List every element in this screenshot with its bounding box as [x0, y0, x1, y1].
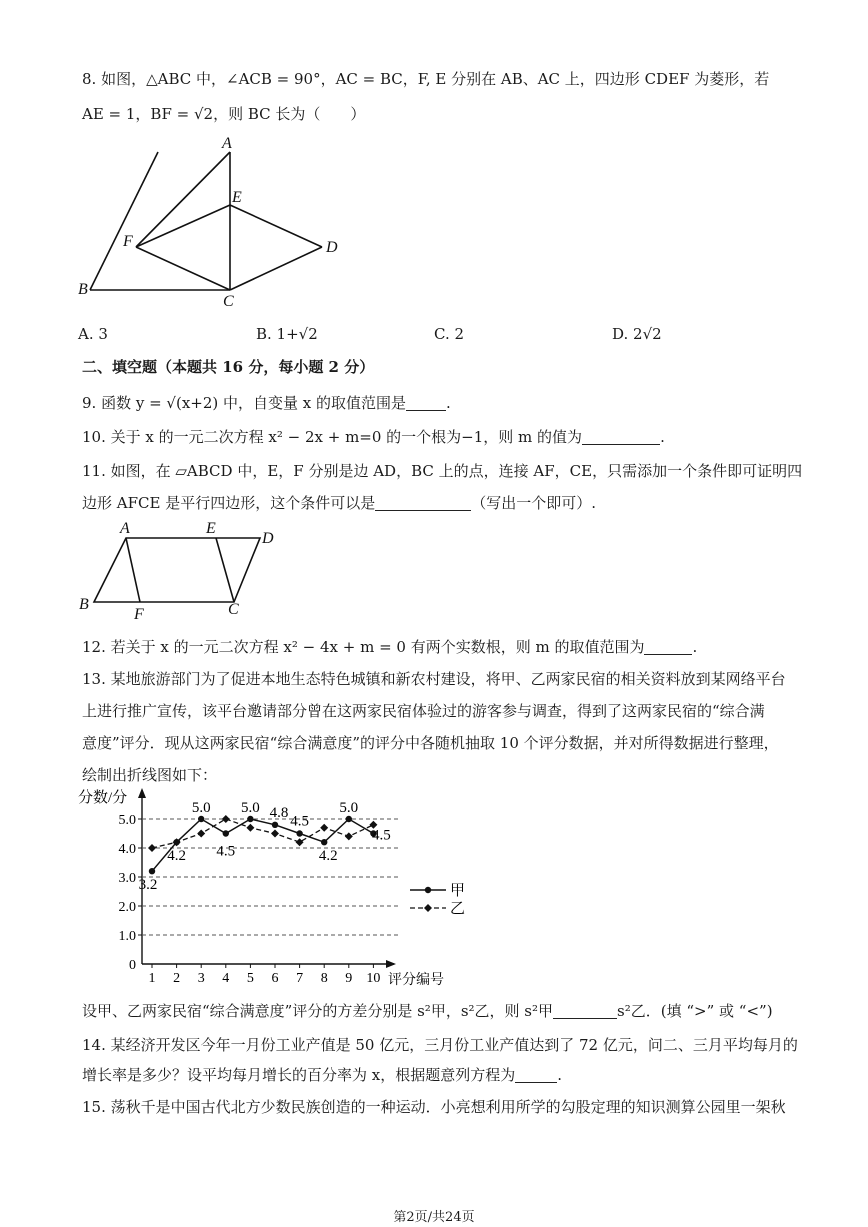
q11-figure: [74, 516, 284, 624]
q8-option-d: D. 2√2: [612, 325, 662, 343]
point-label-c: C: [228, 601, 239, 618]
segment-fe: [136, 205, 230, 247]
series-yi-point: [320, 824, 328, 832]
q9-text: 9. 函数 y = √(x+2) 中，自变量 x 的取值范围是: [82, 394, 407, 412]
q13-text-line3: 意度”评分．现从这两家民宿“综合满意度”的评分中各随机抽取 10 个评分数据，并对所得数据进行整理，: [82, 734, 779, 752]
point-label-d: D: [262, 530, 274, 547]
series-jia-point: [223, 830, 229, 836]
point-label-e: E: [206, 520, 216, 537]
q8-option-c: C. 2: [434, 325, 465, 343]
q14-answer-blank: [515, 1066, 557, 1083]
chart-data-label: 5.0: [241, 800, 260, 816]
chart-y-tick-label: 2.0: [118, 900, 136, 915]
chart-x-tick-label: 6: [271, 971, 279, 986]
q13-answer-blank: [553, 1002, 617, 1019]
chart-x-tick-label: 5: [246, 971, 254, 986]
q8-text-line1: 8. 如图，△ABC 中，∠ACB = 90°，AC = BC，F, E 分别在 AB、AC 上，四边形 CDEF 为菱形，若: [82, 70, 770, 88]
chart-data-label: 4.2: [167, 848, 186, 865]
series-jia-point: [272, 822, 278, 828]
q10-text: 10. 关于 x 的一元二次方程 x² − 2x + m=0 的一个根为−1，则 m 的值为: [82, 428, 583, 446]
q13-variance-text: 设甲、乙两家民宿“综合满意度”评分的方差分别是 s²甲，s²乙，则 s²甲: [82, 1002, 554, 1020]
q11-text-line2: 边形 AFCE 是平行四边形，这个条件可以是: [82, 494, 376, 512]
q14-line2: [82, 1064, 562, 1086]
segment-ed: [230, 205, 322, 247]
q8-option-b: B. 1+√2: [256, 325, 318, 343]
point-label-f: F: [134, 606, 144, 623]
chart-data-label: 5.0: [191, 800, 211, 816]
point-label-f: F: [123, 233, 133, 250]
series-yi-point: [296, 838, 304, 846]
q15-text-line1: 15. 荡秋千是中国古代北方少数民族创造的一种运动．小亮想利用所学的勾股定理的知识测算公园里一架秋: [82, 1098, 786, 1116]
q14-text-line1: 14. 某经济开发区今年一月份工业产值是 50 亿元，三月份工业产值达到了 72 亿元，问二、三月平均每月的: [82, 1036, 798, 1054]
chart-y-tick-label: 4.0: [118, 842, 136, 857]
point-label-e: E: [232, 189, 242, 206]
segment-cf: [136, 247, 230, 290]
series-yi-point: [148, 844, 156, 852]
series-jia-point: [149, 868, 155, 874]
point-label-b: B: [78, 281, 88, 298]
legend-yi-marker: [424, 904, 432, 912]
q11-answer-blank: [375, 494, 471, 511]
q9: [82, 392, 451, 414]
q10-end: .: [660, 428, 665, 446]
chart-y-axis-label: 分数/分: [78, 790, 128, 806]
chart-x-tick-label: 3: [197, 971, 205, 986]
segment-ec: [216, 538, 234, 602]
chart-x-tick-label: 7: [296, 971, 304, 986]
q10-answer-blank: [582, 428, 660, 445]
q12-end: .: [692, 638, 698, 656]
chart-x-tick-label: 1: [148, 971, 156, 986]
q11-text-line1: 11. 如图，在 ▱ABCD 中，E，F 分别是边 AD，BC 上的点，连接 AF，CE，只需添加一个条件即可证明四: [82, 462, 803, 480]
q11-line2: [82, 492, 596, 514]
chart-y-tick-label: 5.0: [118, 813, 136, 828]
series-jia-point: [346, 816, 352, 822]
series-jia-point: [321, 839, 327, 845]
chart-x-axis-arrow: [386, 960, 396, 968]
section-2-title: 二、填空题（本题共 16 分，每小题 2 分）: [82, 358, 375, 376]
chart-x-tick-label: 9: [345, 971, 353, 986]
chart-data-label: 5.0: [339, 800, 359, 816]
series-jia-point: [247, 816, 253, 822]
q8-figure: [70, 130, 360, 315]
chart-x-tick-label: 2: [173, 971, 181, 986]
chart-y-axis-arrow: [138, 788, 146, 798]
series-yi-point: [345, 832, 353, 840]
chart-data-label: 4.5: [290, 813, 309, 830]
q13-text-line4: 绘制出折线图如下：: [82, 766, 218, 784]
series-yi-point: [271, 830, 279, 838]
chart-x-tick-label: 10: [366, 971, 381, 986]
chart-data-label: 4.5: [216, 843, 236, 860]
chart-x-axis-label: 评分编号: [388, 973, 444, 988]
q12: [82, 636, 697, 658]
series-jia-point: [198, 816, 204, 822]
q13-variance-end: s²乙．(填 “>” 或 “<”): [617, 1002, 773, 1020]
series-yi-point: [197, 830, 205, 838]
q8-option-a: A. 3: [78, 325, 108, 343]
page-footer: 第2页/共24页: [393, 1210, 475, 1225]
point-label-b: B: [79, 596, 89, 613]
point-label-a: A: [120, 520, 130, 537]
chart-y-tick-label: 1.0: [118, 929, 136, 944]
q12-answer-blank: [644, 638, 692, 655]
chart-data-label: 4.2: [318, 848, 338, 865]
q11-text-line2-end: （写出一个即可）.: [471, 494, 596, 512]
series-jia-point: [296, 830, 302, 836]
q13-text-line1: 13. 某地旅游部门为了促进本地生态特色城镇和新农村建设，将甲、乙两家民宿的相关资料放到某网络平台: [82, 670, 786, 688]
q13-text-line2: 上进行推广宣传，该平台邀请部分曾在这两家民宿体验过的游客参与调查，得到了这两家民宿的“综合满: [82, 702, 765, 720]
q13-line-chart: [70, 786, 490, 992]
q9-answer-blank: [406, 394, 446, 411]
parallelogram-abcd: [94, 538, 260, 602]
legend-jia-label: 甲: [450, 883, 466, 899]
legend-jia-marker: [425, 887, 431, 893]
segment-ab-upper: [90, 152, 158, 290]
chart-x-tick-label: 8: [320, 971, 328, 986]
q13-question: [82, 1000, 773, 1022]
chart-y-tick-label: 0: [129, 958, 136, 973]
series-jia-point: [173, 839, 179, 845]
series-yi-point: [246, 824, 254, 832]
point-label-a: A: [222, 135, 232, 152]
chart-data-label: 4.5: [372, 827, 391, 844]
chart-x-tick-label: 4: [222, 971, 230, 986]
q14-text-line2: 增长率是多少？设平均每月增长的百分率为 x，根据题意列方程为: [82, 1066, 516, 1084]
series-yi-point: [222, 815, 230, 823]
legend-yi-label: 乙: [450, 901, 466, 917]
chart-data-label: 3.2: [138, 877, 158, 894]
chart-data-label: 4.8: [269, 804, 289, 821]
point-label-c: C: [223, 293, 234, 310]
q14-end: .: [557, 1066, 563, 1084]
chart-y-tick-label: 3.0: [118, 871, 136, 886]
segment-af: [126, 538, 140, 602]
point-label-d: D: [326, 239, 338, 256]
q10: [82, 426, 665, 448]
q9-end: .: [446, 394, 451, 412]
q8-text-line2: AE = 1，BF = √2，则 BC 长为（ ）: [82, 105, 366, 123]
segment-dc: [230, 247, 322, 290]
q12-text: 12. 若关于 x 的一元二次方程 x² − 4x + m = 0 有两个实数根，则 m 的取值范围为: [82, 638, 645, 656]
